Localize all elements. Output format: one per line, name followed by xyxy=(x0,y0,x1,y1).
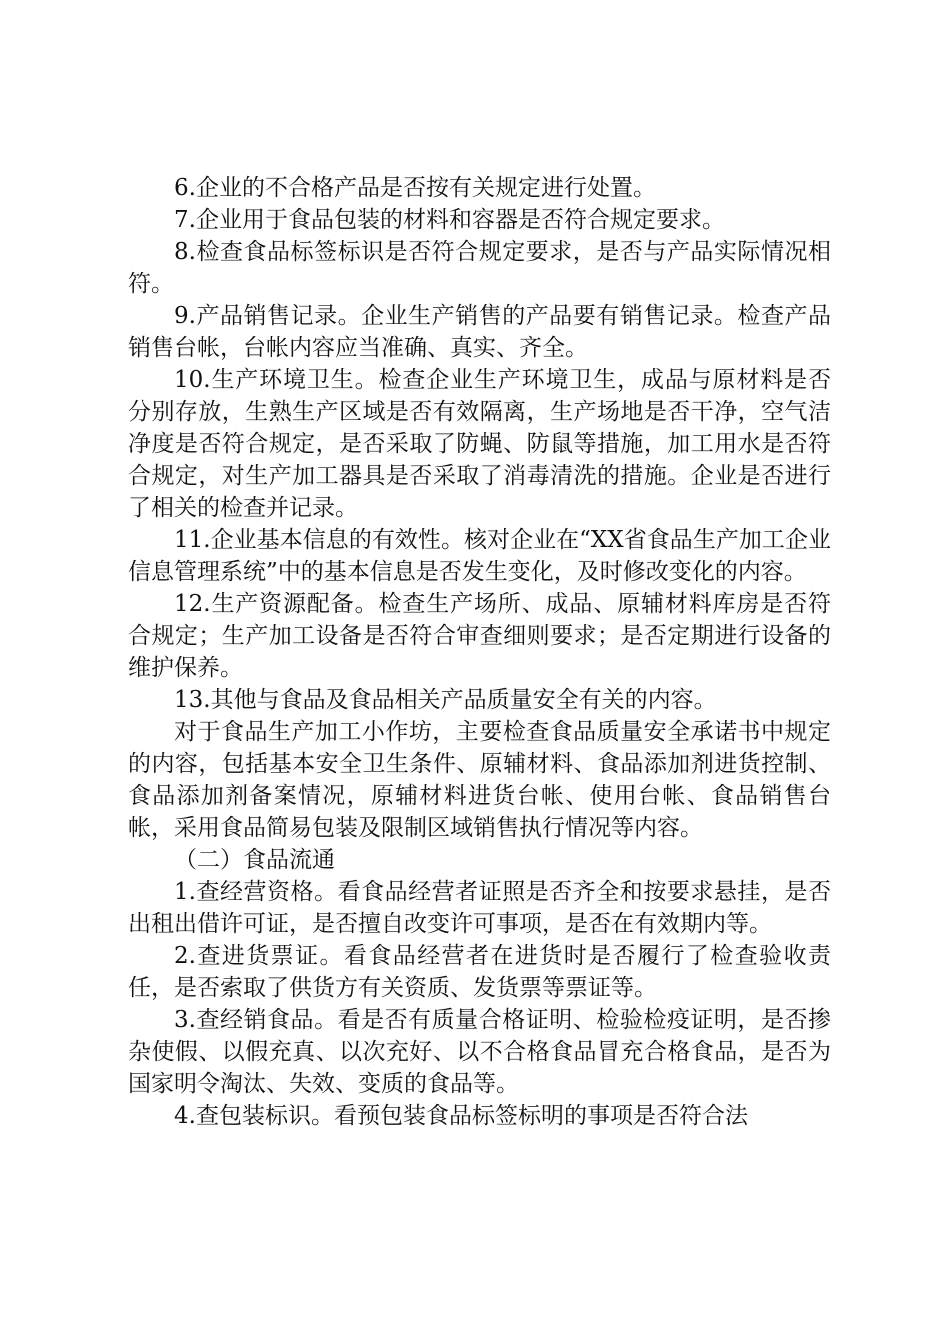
paragraph-circulation-2: 2.查进货票证。看食品经营者在进货时是否履行了检查验收责任，是否索取了供货方有关资质、发货票等票证等。 xyxy=(128,943,831,1001)
paragraph-circulation-1: 1.查经营资格。看食品经营者证照是否齐全和按要求悬挂，是否出租出借许可证，是否擅自改变许可事项，是否在有效期内等。 xyxy=(128,879,831,937)
paragraph-item-8: 8.检查食品标签标识是否符合规定要求，是否与产品实际情况相符。 xyxy=(128,239,831,297)
paragraph-item-13: 13.其他与食品及食品相关产品质量安全有关的内容。 xyxy=(174,687,717,713)
paragraph-item-10: 10.生产环境卫生。检查企业生产环境卫生，成品与原材料是否分别存放，生熟生产区域是否有效隔离，生产场地是否干净，空气洁净度是否符合规定，是否采取了防蝇、防鼠等措施，加工用水是否符合规定，对生产加工器具是否采取了消毒清洗的措施。企业是否进行了相关的检查并记录。 xyxy=(128,367,831,521)
paragraph-circulation-3: 3.查经销食品。看是否有质量合格证明、检验检疫证明，是否掺杂使假、以假充真、以次充好、以不合格食品冒充合格食品，是否为国家明令淘汰、失效、变质的食品等。 xyxy=(128,1007,831,1097)
paragraph-item-9: 9.产品销售记录。企业生产销售的产品要有销售记录。检查产品销售台帐，台帐内容应当准确、真实、齐全。 xyxy=(128,303,831,361)
paragraph-item-6: 6.企业的不合格产品是否按有关规定进行处置。 xyxy=(174,175,656,201)
paragraph-item-11: 11.企业基本信息的有效性。核对企业在“XX省食品生产加工企业信息管理系统”中的基本信息是否发生变化，及时修改变化的内容。 xyxy=(128,527,831,585)
paragraph-item-7: 7.企业用于食品包装的材料和容器是否符合规定要求。 xyxy=(174,207,725,233)
section-heading-food-circulation: （二）食品流通 xyxy=(174,847,335,873)
paragraph-circulation-4: 4.查包装标识。看预包装食品标签标明的事项是否符合法 xyxy=(174,1103,748,1129)
paragraph-workshop: 对于食品生产加工小作坊，主要检查食品质量安全承诺书中规定的内容，包括基本安全卫生条件、原辅材料、食品添加剂进货控制、食品添加剂备案情况，原辅材料进货台帐、使用台帐、食品销售台帐，采用食品简易包装及限制区域销售执行情况等内容。 xyxy=(128,719,831,841)
paragraph-item-12: 12.生产资源配备。检查生产场所、成品、原辅材料库房是否符合规定；生产加工设备是否符合审查细则要求；是否定期进行设备的维护保养。 xyxy=(128,591,831,681)
document-body xyxy=(128,172,831,1132)
